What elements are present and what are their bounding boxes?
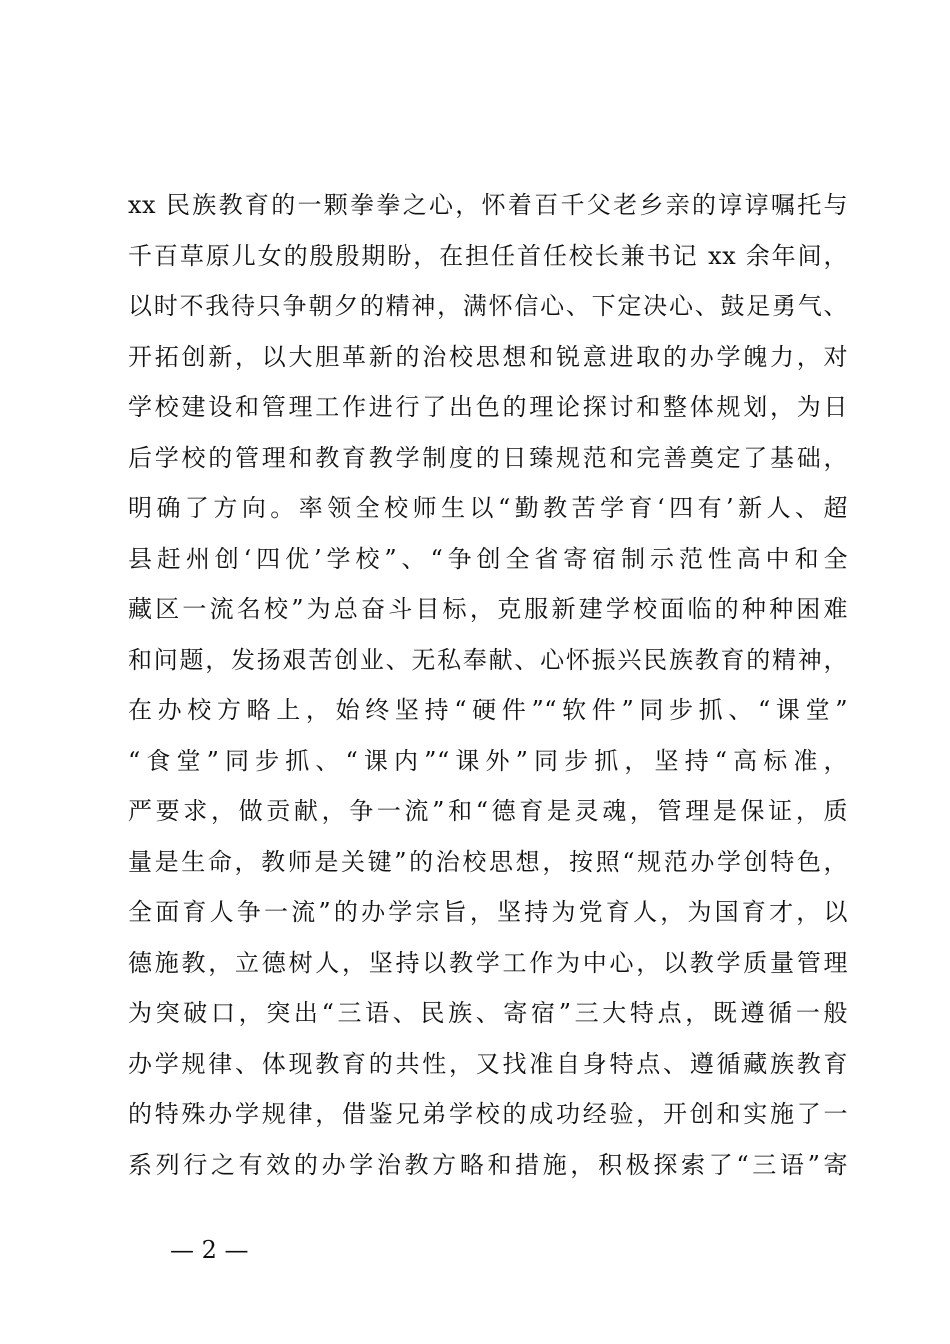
text-line: 和问题，发扬艰苦创业、无私奉献、心怀振兴民族教育的精神， bbox=[128, 645, 848, 674]
text-line: 德施教，立德树人，坚持以教学工作为中心，以教学质量管理 bbox=[128, 948, 848, 977]
text-line: 严要求，做贡献，争一流”和“德育是灵魂，管理是保证，质 bbox=[128, 797, 848, 825]
text-line: 开拓创新，以大胆革新的治校思想和锐意进取的办学魄力，对 bbox=[128, 342, 848, 371]
text-line: xx 民族教育的一颗拳拳之心，怀着百千父老乡亲的谆谆嘱托与 bbox=[128, 191, 848, 219]
text-line: 在办校方略上，始终坚持“硬件”“软件”同步抓、“课堂” bbox=[128, 696, 848, 724]
text-line: 量是生命，教师是关键”的治校思想，按照“规范办学创特色， bbox=[128, 847, 848, 876]
text-line: 的特殊办学规律，借鉴兄弟学校的成功经验，开创和实施了一 bbox=[128, 1100, 848, 1128]
text-line: 藏区一流名校”为总奋斗目标，克服新建学校面临的种种困难 bbox=[128, 595, 848, 623]
text-line: 以时不我待只争朝夕的精神，满怀信心、下定决心、鼓足勇气、 bbox=[128, 292, 848, 320]
page-number: — 2 — bbox=[170, 1236, 249, 1264]
text-line: 县赶州创‘四优’学校”、“争创全省寄宿制示范性高中和全 bbox=[128, 544, 848, 573]
text-line: 为突破口，突出“三语、民族、寄宿”三大特点，既遵循一般 bbox=[128, 999, 848, 1027]
body-text bbox=[128, 180, 848, 1190]
text-line: 系列行之有效的办学治教方略和措施，积极探索了“三语”寄 bbox=[128, 1150, 848, 1179]
text-line: 全面育人争一流”的办学宗旨，坚持为党育人，为国育才，以 bbox=[128, 898, 848, 926]
text-line: 明确了方向。率领全校师生以“勤教苦学育‘四有’新人、超 bbox=[128, 494, 848, 522]
text-line: “食堂”同步抓、“课内”“课外”同步抓，坚持“高标准， bbox=[128, 746, 848, 775]
text-line: 后学校的管理和教育教学制度的日臻规范和完善奠定了基础， bbox=[128, 443, 848, 472]
text-line: 办学规律、体现教育的共性，又找准自身特点、遵循藏族教育 bbox=[128, 1049, 848, 1078]
text-line: 学校建设和管理工作进行了出色的理论探讨和整体规划，为日 bbox=[128, 393, 848, 421]
text-line: 千百草原儿女的殷殷期盼，在担任首任校长兼书记 xx 余年间， bbox=[128, 241, 848, 270]
